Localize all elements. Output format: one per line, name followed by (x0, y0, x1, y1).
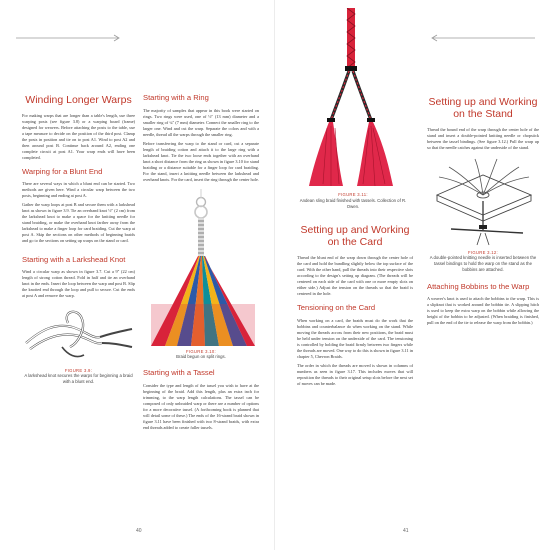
paragraph-intro: For making warps that are longer than a table's length, use three warping posts (see figure 3.8) or a warping board (frame) designed for weavers. Before attaching the posts to the table, use a tape measure to decide on the position of the third post. Clamp the posts in position and tie on to post A1. Wind to post A2 and then around post B. Continue back around A2, ending one complete circuit at post A1. Your warp ends will have been completed. (22, 113, 135, 161)
figure-3-9-caption: A larkshead knot secures the warps for beginning a braid with a blunt end. (24, 373, 133, 385)
larkshead-knot-illustration (22, 303, 135, 365)
heading-attaching-bobbins: Attaching Bobbins to the Warp (427, 281, 530, 291)
paragraph-tension-2: The order in which the threads are moved is shown in columns of numbers as seen in figure 3.17. This includes moves that will reposition the threads to their original setup slots before the next set of moves can be made. (297, 363, 413, 387)
heading-winding-longer-warps: Winding Longer Warps (25, 94, 132, 106)
right-page (275, 0, 550, 550)
decorative-arrow-line (14, 34, 126, 42)
page-number-right: 41 (403, 528, 409, 534)
figure-3-12-number: FIGURE 3.12: (468, 250, 498, 256)
paragraph-card: Thread the blunt end of the warp down through the center hole of the card and hold the bundling slightly below the top surface of the card. With the other hand, pull the threads into their respective slots according to the design's setting up diagram. (The threads will be centered on each side of the card with one or more empty slots on either side.) Adjust the tension on the threads so that the braid is centered in the hole. (297, 255, 413, 297)
paragraph-tassel: Consider the type and length of the tassel you wish to have at the beginning of the braid. Add this length, plus an extra inch for trimming, to the warp length calculations. The tassel can be composed of only unbraided warp or there are a number of options for a more decorative tassel. (A forthcoming book is planned that will detail some of these.) The ends of the 16-strand braid shown in figure 3.11 have been finished with two 8-strand braids, with extra end threads added to create fuller tassels. (143, 382, 259, 430)
left-column-2 (143, 94, 259, 434)
paragraph-larkshead: Wind a circular warp as shown in figure 3.7. Cut a 9" (22 cm) length of strong cotton thread. Fold in half and tie an overhand knot in the ends. Insert the loop between the warp and post B. Slip the knotted end through the loop and pull to secure. Cut the ends at post A and remove the warp. (22, 269, 135, 299)
heading-tensioning-card: Tensioning on the Card (297, 303, 376, 313)
paragraph-blunt: There are several ways in which a blunt end can be started. Two methods are given here. Wind a circular warp between the two posts, beginning and ending at post A. (22, 181, 135, 199)
paragraph-tension: When working on a card, the braids must do the work that the bobbins and counterbalance do when working on the stand. While moving the threads across from their new positions, the braid must be held under tension on the underside of the card. The tensioning is controlled by holding the braid firmly between two fingers while the threads are moved. One way to do this is shown in figure 3.11 in chapter 5, Chevron Braids. (297, 318, 413, 360)
page-number-left: 40 (136, 528, 142, 534)
heading-setting-up-card: Setting up and Working on the Card (300, 224, 410, 249)
figure-3-12-caption: A double-pointed knitting needle is inserted between the tassel bindings to hold the warp on the stand as the bobbins are attached. (429, 255, 537, 272)
figure-3-10-number: FIGURE 3.10: (186, 349, 216, 355)
heading-starting-tassel: Starting with a Tassel (143, 367, 215, 377)
heading-larkshead-knot: Starting with a Larkshead Knot (22, 255, 126, 265)
figure-3-9-number: FIGURE 3.9: (64, 368, 93, 374)
braid-on-rings-photo (143, 186, 259, 346)
stand-needle-illustration (427, 155, 539, 247)
decorative-arrow-line-right (425, 34, 537, 42)
heading-warping-blunt-end: Warping for a Blunt End (22, 167, 103, 177)
paragraph-ring-2: Before transferring the warp to the stand or card, cut a separate length of braiding cotton and attach it to the large ring with a larkshead knot. Tie the two loose ends together with an overhand knot a short distance from the ring as shown in figure 3.10 for stand braiding or a distance suitable for a finger loop for card braiding. For the stand, insert a knitting needle between the larkshead and overhand knots. For the card, insert the ring through the center hole. (143, 140, 259, 183)
paragraph-stand: Thread the bound end of the warp through the center hole of the stand and insert a double-pointed knitting needle or chopstick between the tassel bindings. (See figure 3.12.) Pull the warp up so that the needle catches against the underside of the stand. (427, 127, 539, 151)
figure-3-10-caption: Braid begun on split rings. (176, 354, 226, 360)
andean-sling-tassel-photo (297, 8, 409, 188)
right-column-stand (427, 96, 539, 330)
paragraph-blunt-2: Gather the warp loops at post B and secure them with a larkshead knot as shown in figure 3.9. Tie an overhand knot ½" (2 cm) from the larkshead knot to make a space for the knitting needle for stand braiding, or make the overhand knot farther away from the larkshead to make a finger loop for card braiding. Cut the warp at post A. Skip the sections on other methods of beginning braids and go to the sections on setting up warps on the stand or card. (22, 202, 135, 244)
paragraph-ring: The majority of samples that appear in this book were started on rings. Two rings were used, one of ½" (13 mm) diameter and a smaller ring of ¼" (7 mm) diameter. Connect the smaller ring to the larger one. Wind and cut the warp. Separate the colors and with a needle, thread all the warps through the smaller ring. (143, 107, 259, 137)
heading-setting-up-stand: Setting up and Working on the Stand (428, 96, 538, 121)
paragraph-bobbins: A weaver's knot is used to attach the bobbins to the warp. This is a slipknot that is worked around the bobbin tie. A slipping hitch is used to keep the extra warp on the bobbin while allowing the height of the bobbin to be adjusted. (When braiding is finished, pull on the end of the tie to release the warp from the bobbin.) (427, 296, 539, 326)
figure-3-11-number: FIGURE 3.11: (338, 192, 368, 197)
right-column-card (297, 224, 413, 390)
figure-3-11-caption: Andean sling braid finished with tassels. Collection of R. Owen. (299, 198, 407, 209)
heading-starting-ring: Starting with a Ring (143, 93, 209, 102)
left-column-1 (22, 94, 135, 385)
